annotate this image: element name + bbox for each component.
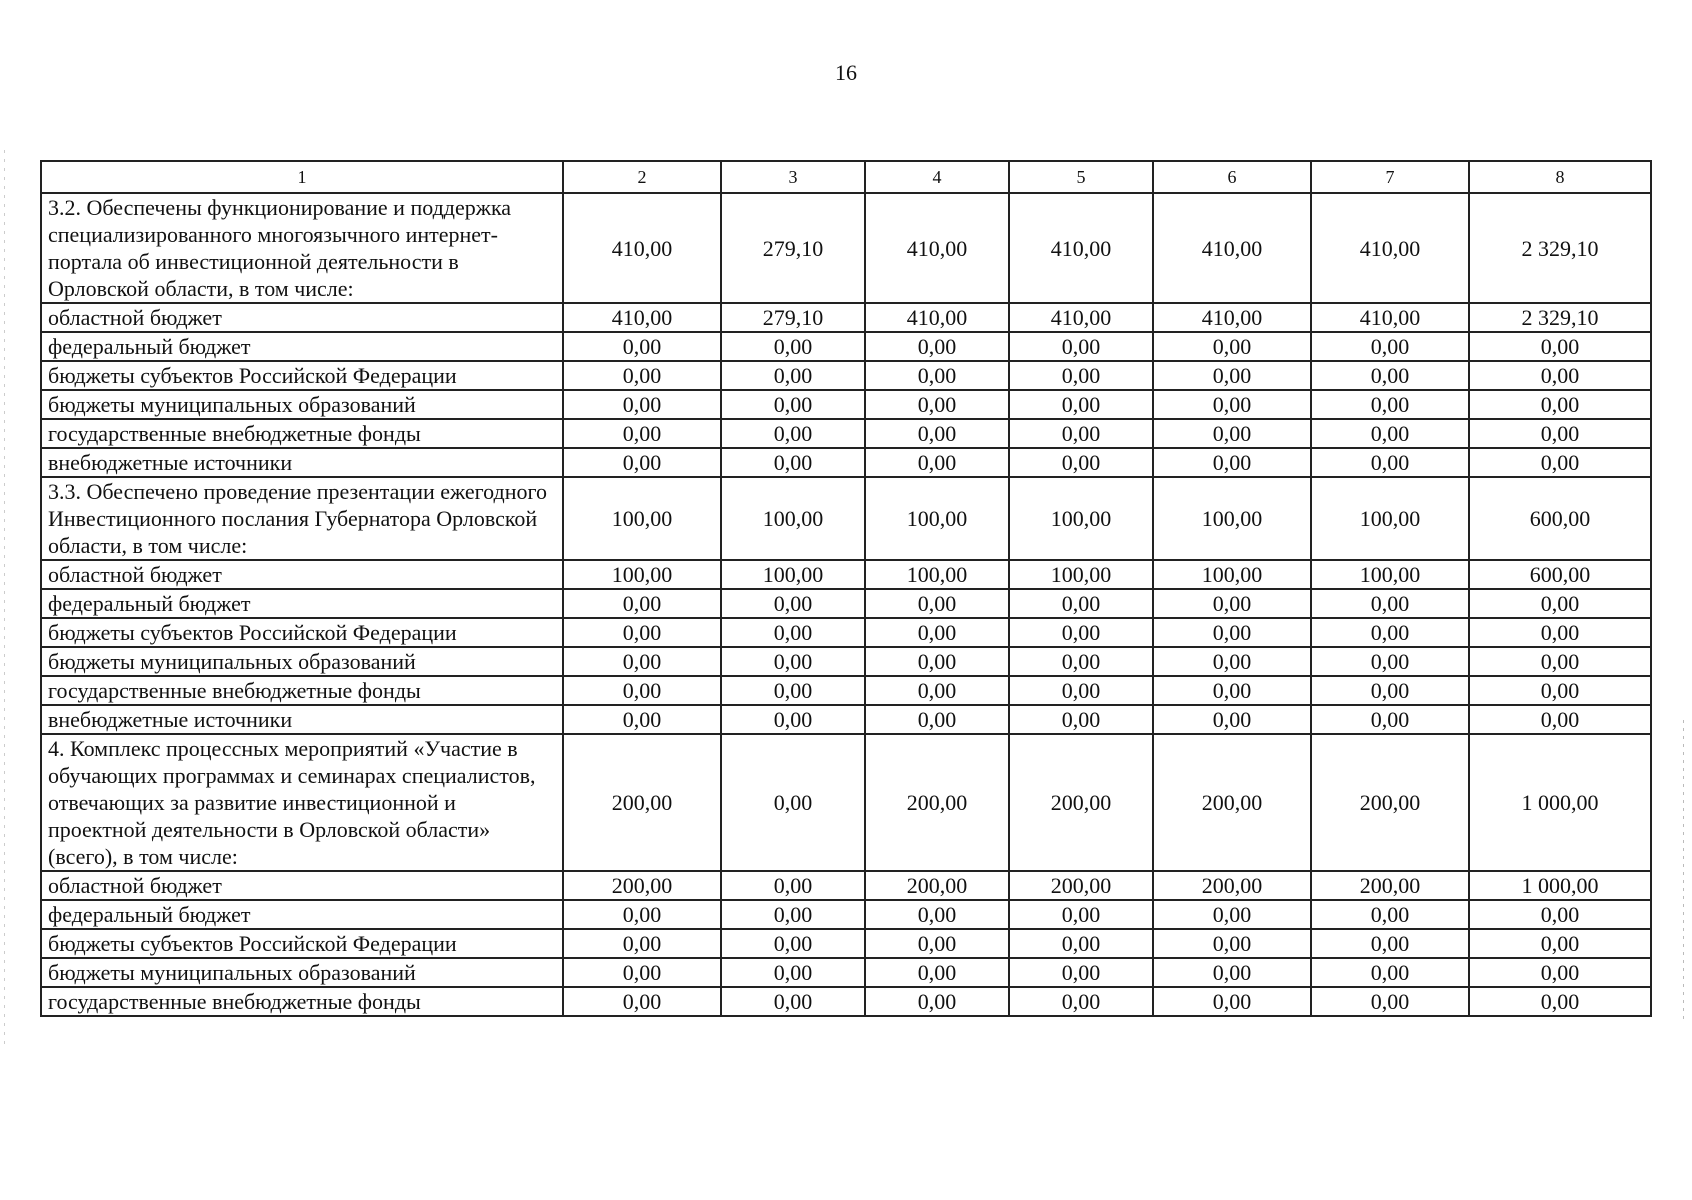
value-cell: 279,10 [721, 193, 865, 303]
value-cell: 410,00 [865, 193, 1009, 303]
value-cell: 0,00 [721, 332, 865, 361]
column-header: 2 [563, 161, 721, 193]
row-label: федеральный бюджет [41, 589, 563, 618]
row-label: бюджеты субъектов Российской Федерации [41, 618, 563, 647]
value-cell: 0,00 [1153, 419, 1311, 448]
value-cell: 410,00 [563, 193, 721, 303]
value-cell: 100,00 [563, 477, 721, 560]
value-cell: 0,00 [1311, 448, 1469, 477]
value-cell: 0,00 [1311, 705, 1469, 734]
table-row [41, 958, 1651, 987]
value-cell: 0,00 [1009, 900, 1153, 929]
value-cell: 0,00 [563, 419, 721, 448]
value-cell: 100,00 [1311, 477, 1469, 560]
value-cell: 100,00 [721, 560, 865, 589]
value-cell: 0,00 [1153, 958, 1311, 987]
value-cell: 0,00 [1469, 332, 1651, 361]
row-label: бюджеты муниципальных образований [41, 958, 563, 987]
value-cell: 410,00 [563, 303, 721, 332]
row-label: государственные внебюджетные фонды [41, 676, 563, 705]
value-cell: 0,00 [1153, 332, 1311, 361]
value-cell: 0,00 [721, 958, 865, 987]
value-cell: 100,00 [865, 477, 1009, 560]
value-cell: 0,00 [1153, 390, 1311, 419]
value-cell: 0,00 [1153, 987, 1311, 1016]
table-row [41, 419, 1651, 448]
value-cell: 0,00 [1469, 448, 1651, 477]
value-cell: 0,00 [865, 589, 1009, 618]
section-label: 3.2. Обеспечены функционирование и поддержка специализированного многоязычного интернет-портала об инвестиционной деятельности в Орловской области, в том числе: [41, 193, 563, 303]
value-cell: 0,00 [1469, 618, 1651, 647]
table-row [41, 705, 1651, 734]
value-cell: 0,00 [1009, 705, 1153, 734]
value-cell: 0,00 [1311, 958, 1469, 987]
value-cell: 1 000,00 [1469, 734, 1651, 871]
row-label: областной бюджет [41, 560, 563, 589]
row-label: областной бюджет [41, 303, 563, 332]
row-label: внебюджетные источники [41, 705, 563, 734]
value-cell: 0,00 [1311, 589, 1469, 618]
value-cell: 200,00 [1153, 871, 1311, 900]
value-cell: 0,00 [1009, 647, 1153, 676]
value-cell: 410,00 [1311, 193, 1469, 303]
table-row [41, 900, 1651, 929]
column-header: 8 [1469, 161, 1651, 193]
value-cell: 0,00 [721, 734, 865, 871]
value-cell: 0,00 [1153, 647, 1311, 676]
value-cell: 0,00 [1469, 361, 1651, 390]
table-row [41, 390, 1651, 419]
table-row [41, 560, 1651, 589]
table-row [41, 589, 1651, 618]
value-cell: 0,00 [721, 871, 865, 900]
value-cell: 0,00 [563, 705, 721, 734]
value-cell: 0,00 [1153, 618, 1311, 647]
value-cell: 0,00 [563, 958, 721, 987]
value-cell: 100,00 [1009, 477, 1153, 560]
row-label: бюджеты субъектов Российской Федерации [41, 361, 563, 390]
value-cell: 0,00 [1469, 987, 1651, 1016]
value-cell: 100,00 [1153, 477, 1311, 560]
value-cell: 1 000,00 [1469, 871, 1651, 900]
value-cell: 0,00 [1469, 419, 1651, 448]
column-header: 7 [1311, 161, 1469, 193]
value-cell: 0,00 [1153, 900, 1311, 929]
value-cell: 0,00 [1469, 958, 1651, 987]
value-cell: 100,00 [563, 560, 721, 589]
row-label: областной бюджет [41, 871, 563, 900]
value-cell: 0,00 [1153, 929, 1311, 958]
value-cell: 0,00 [1311, 647, 1469, 676]
value-cell: 0,00 [865, 618, 1009, 647]
row-label: бюджеты субъектов Российской Федерации [41, 929, 563, 958]
value-cell: 410,00 [1009, 303, 1153, 332]
value-cell: 0,00 [865, 958, 1009, 987]
value-cell: 410,00 [1153, 193, 1311, 303]
value-cell: 0,00 [1009, 929, 1153, 958]
table-row [41, 618, 1651, 647]
value-cell: 0,00 [563, 332, 721, 361]
table-row [41, 676, 1651, 705]
value-cell: 410,00 [1311, 303, 1469, 332]
column-header: 3 [721, 161, 865, 193]
value-cell: 0,00 [1153, 676, 1311, 705]
value-cell: 0,00 [865, 332, 1009, 361]
value-cell: 0,00 [1009, 589, 1153, 618]
value-cell: 0,00 [865, 929, 1009, 958]
value-cell: 0,00 [1009, 332, 1153, 361]
value-cell: 279,10 [721, 303, 865, 332]
value-cell: 0,00 [1311, 419, 1469, 448]
value-cell: 2 329,10 [1469, 193, 1651, 303]
value-cell: 100,00 [1009, 560, 1153, 589]
section-label: 3.3. Обеспечено проведение презентации ежегодного Инвестиционного послания Губернатора Орловской области, в том числе: [41, 477, 563, 560]
value-cell: 100,00 [1311, 560, 1469, 589]
value-cell: 0,00 [1311, 676, 1469, 705]
value-cell: 0,00 [1469, 900, 1651, 929]
value-cell: 410,00 [1153, 303, 1311, 332]
value-cell: 0,00 [721, 705, 865, 734]
value-cell: 0,00 [1311, 929, 1469, 958]
value-cell: 0,00 [1469, 929, 1651, 958]
value-cell: 0,00 [563, 589, 721, 618]
table-row [41, 647, 1651, 676]
value-cell: 0,00 [1469, 589, 1651, 618]
value-cell: 0,00 [865, 448, 1009, 477]
column-header: 1 [41, 161, 563, 193]
row-label: федеральный бюджет [41, 332, 563, 361]
table-body [41, 193, 1651, 1016]
value-cell: 0,00 [1311, 618, 1469, 647]
value-cell: 0,00 [865, 361, 1009, 390]
value-cell: 0,00 [1311, 390, 1469, 419]
value-cell: 0,00 [563, 361, 721, 390]
value-cell: 0,00 [865, 647, 1009, 676]
value-cell: 0,00 [865, 676, 1009, 705]
value-cell: 600,00 [1469, 477, 1651, 560]
value-cell: 2 329,10 [1469, 303, 1651, 332]
value-cell: 0,00 [1311, 900, 1469, 929]
value-cell: 0,00 [1469, 676, 1651, 705]
row-label: государственные внебюджетные фонды [41, 987, 563, 1016]
row-label: федеральный бюджет [41, 900, 563, 929]
value-cell: 100,00 [865, 560, 1009, 589]
value-cell: 0,00 [1469, 705, 1651, 734]
table-row [41, 987, 1651, 1016]
row-label: бюджеты муниципальных образований [41, 647, 563, 676]
row-label: бюджеты муниципальных образований [41, 390, 563, 419]
value-cell: 0,00 [1311, 987, 1469, 1016]
value-cell: 0,00 [721, 676, 865, 705]
value-cell: 0,00 [563, 929, 721, 958]
value-cell: 0,00 [1469, 390, 1651, 419]
table-row [41, 929, 1651, 958]
section-row [41, 477, 1651, 560]
value-cell: 0,00 [721, 448, 865, 477]
value-cell: 200,00 [865, 734, 1009, 871]
value-cell: 0,00 [563, 448, 721, 477]
value-cell: 0,00 [1009, 676, 1153, 705]
value-cell: 0,00 [721, 929, 865, 958]
value-cell: 0,00 [721, 361, 865, 390]
section-row [41, 193, 1651, 303]
value-cell: 0,00 [563, 390, 721, 419]
page-number: 16 [835, 60, 857, 85]
scan-margin-mark [4, 150, 5, 1050]
value-cell: 0,00 [1153, 705, 1311, 734]
value-cell: 600,00 [1469, 560, 1651, 589]
value-cell: 0,00 [1153, 448, 1311, 477]
value-cell: 0,00 [1469, 647, 1651, 676]
column-header: 5 [1009, 161, 1153, 193]
value-cell: 0,00 [1009, 987, 1153, 1016]
budget-table [40, 160, 1652, 1017]
value-cell: 0,00 [721, 987, 865, 1016]
value-cell: 0,00 [563, 647, 721, 676]
value-cell: 0,00 [721, 390, 865, 419]
value-cell: 200,00 [1009, 871, 1153, 900]
value-cell: 0,00 [563, 618, 721, 647]
value-cell: 0,00 [1153, 361, 1311, 390]
value-cell: 0,00 [1009, 390, 1153, 419]
value-cell: 0,00 [1009, 618, 1153, 647]
value-cell: 100,00 [721, 477, 865, 560]
table-row [41, 332, 1651, 361]
header-row [41, 161, 1651, 193]
scan-margin-mark [1683, 720, 1684, 1020]
value-cell: 200,00 [563, 871, 721, 900]
value-cell: 100,00 [1153, 560, 1311, 589]
value-cell: 200,00 [1153, 734, 1311, 871]
table-row [41, 361, 1651, 390]
value-cell: 0,00 [865, 705, 1009, 734]
value-cell: 200,00 [865, 871, 1009, 900]
value-cell: 0,00 [563, 676, 721, 705]
row-label: внебюджетные источники [41, 448, 563, 477]
value-cell: 0,00 [1153, 589, 1311, 618]
value-cell: 200,00 [1311, 871, 1469, 900]
value-cell: 0,00 [563, 987, 721, 1016]
value-cell: 0,00 [865, 987, 1009, 1016]
section-label: 4. Комплекс процессных мероприятий «Участие в обучающих программах и семинарах специалистов, отвечающих за развитие инвестиционной и проектной деятельности в Орловской области» (всего), в том числе: [41, 734, 563, 871]
value-cell: 0,00 [721, 419, 865, 448]
value-cell: 200,00 [1311, 734, 1469, 871]
value-cell: 0,00 [865, 419, 1009, 448]
value-cell: 0,00 [721, 589, 865, 618]
section-row [41, 734, 1651, 871]
value-cell: 0,00 [721, 900, 865, 929]
row-label: государственные внебюджетные фонды [41, 419, 563, 448]
value-cell: 0,00 [563, 900, 721, 929]
value-cell: 200,00 [563, 734, 721, 871]
value-cell: 0,00 [1009, 361, 1153, 390]
column-header: 4 [865, 161, 1009, 193]
value-cell: 0,00 [1311, 332, 1469, 361]
value-cell: 0,00 [1009, 419, 1153, 448]
table-row [41, 871, 1651, 900]
value-cell: 0,00 [1009, 958, 1153, 987]
table-row [41, 303, 1651, 332]
value-cell: 200,00 [1009, 734, 1153, 871]
value-cell: 0,00 [865, 390, 1009, 419]
value-cell: 0,00 [721, 618, 865, 647]
value-cell: 410,00 [1009, 193, 1153, 303]
value-cell: 0,00 [721, 647, 865, 676]
value-cell: 0,00 [1009, 448, 1153, 477]
column-header: 6 [1153, 161, 1311, 193]
value-cell: 410,00 [865, 303, 1009, 332]
table-row [41, 448, 1651, 477]
value-cell: 0,00 [865, 900, 1009, 929]
value-cell: 0,00 [1311, 361, 1469, 390]
